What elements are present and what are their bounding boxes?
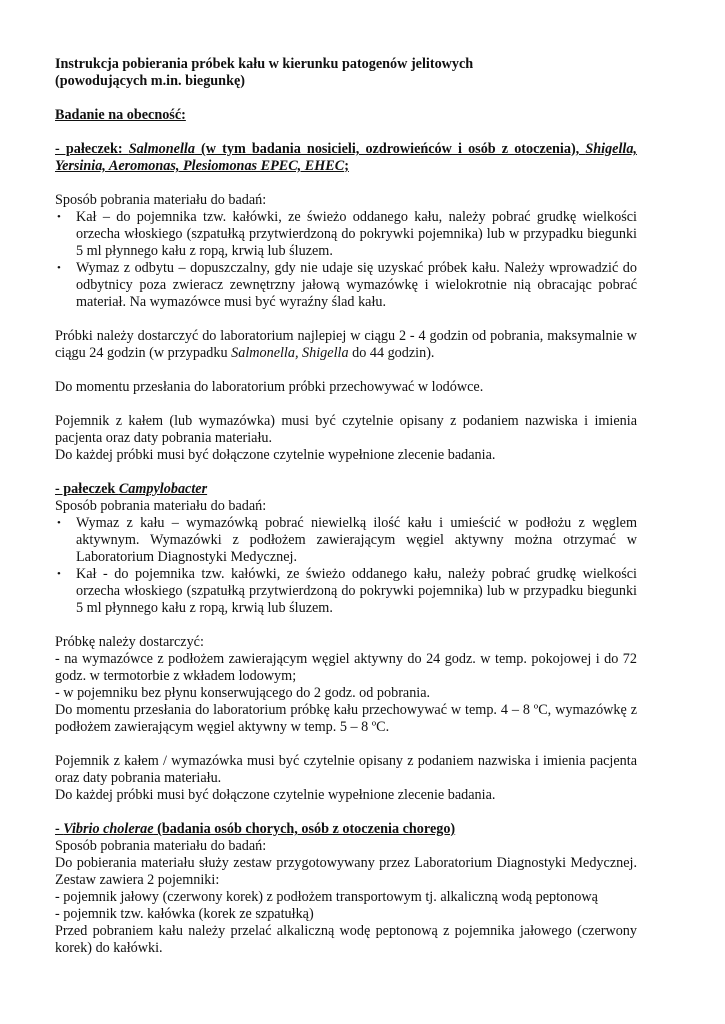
spacer	[55, 175, 637, 192]
section2-storage-text: Do momentu przesłania do laboratorium próbkę kału przechowywać w temp. 4 – 8 ºC, wymazówkę z podłożem zawierającym węgiel aktywny w temp. 5 – 8 ºC.	[55, 702, 637, 735]
bullet-icon: •	[57, 211, 61, 223]
section2-deliver-line-1: - na wymazówce z podłożem zawierającym węgiel aktywny do 24 godz. w temp. pokojowej i do 72 godz. w termotorbie z wkładem lodowym;	[55, 651, 637, 684]
heading-part: (w tym badania nosicieli, ozdrowieńców i osób z otoczenia),	[194, 141, 586, 157]
section-campylobacter-heading	[55, 481, 637, 498]
heading-part: - pałeczek:	[55, 141, 129, 157]
section3-kit-text: Do pobierania materiału służy zestaw przygotowywany przez Laboratorium Diagnostyki Medycznej. Zestaw zawiera 2 pojemniki:	[55, 855, 637, 888]
delivery-part: Próbki należy dostarczyć do laboratorium najlepiej w ciągu 2 - 4 godzin od pobrania, maksymalnie w ciągu 24 godzin (w przypadku	[55, 328, 637, 361]
list-item	[55, 260, 637, 311]
section2-labeling-text: Pojemnik z kałem / wymazówka musi być czytelnie opisany z podaniem nazwiska i imienia pacjenta oraz daty pobrania materiału.	[55, 753, 637, 786]
section1-order-text: Do każdej próbki musi być dołączone czytelnie wypełnione zlecenie badania.	[55, 447, 496, 463]
document-title-line-2: (powodujących m.in. biegunkę)	[55, 73, 245, 89]
list-item-text: Kał – do pojemnika tzw. kałówki, ze świeżo oddanego kału, należy pobrać grudkę wielkości orzecha włoskiego (szpatułką przytwierdzoną do pokrywki pojemnika) lub w przypadku biegunki 5 ml płynnego kału z ropą, krwią lub śluzem.	[76, 209, 637, 259]
section2-order-text: Do każdej próbki musi być dołączone czytelnie wypełnione zlecenie badania.	[55, 787, 496, 803]
heading-part: - pałeczek	[55, 481, 119, 497]
spacer	[55, 617, 637, 634]
bullet-icon: •	[57, 262, 61, 274]
document-page	[55, 56, 637, 957]
list-item	[55, 515, 637, 566]
list-item	[55, 566, 637, 617]
heading-pathogens-list: Shigella, Yersinia, Aeromonas, Plesiomonas EPEC, EHEC	[55, 141, 637, 174]
heading-pathogen-salmonella: Salmonella	[128, 141, 195, 157]
section2-bullet-list	[55, 515, 637, 617]
spacer	[55, 804, 637, 821]
section1-bullet-list	[55, 209, 637, 311]
bullet-icon: •	[57, 517, 61, 529]
section2-deliver-line-2: - w pojemniku bez płynu konserwującego do 2 godz. od pobrania.	[55, 685, 431, 701]
list-item	[55, 209, 637, 260]
spacer	[55, 396, 637, 413]
spacer	[55, 362, 637, 379]
section1-labeling-text: Pojemnik z kałem (lub wymazówka) musi być czytelnie opisany z podaniem nazwiska i imienia pacjenta oraz daty pobrania materiału.	[55, 413, 637, 446]
delivery-pathogens: Salmonella, Shigella	[231, 345, 349, 361]
section1-storage-text: Do momentu przesłania do laboratorium próbki przechowywać w lodówce.	[55, 379, 484, 395]
section3-kit-item-1: - pojemnik jałowy (czerwony korek) z podłożem transportowym tj. alkaliczną wodą peptonową	[55, 889, 598, 905]
bullet-icon: •	[57, 568, 61, 580]
heading-part: (badania osób chorych, osób z otoczenia chorego)	[153, 821, 456, 837]
list-item-text: Wymaz z kału – wymazówką pobrać niewielką ilość kału i umieścić w podłożu z węglem aktywnym. Wymazówki z podłożem zawierającym węgiel aktywny można otrzymać w Laboratorium Diagnostyki Medycznej.	[76, 515, 637, 565]
heading-part: ;	[344, 158, 349, 174]
section-salmonella-heading	[55, 141, 637, 175]
delivery-part: do 44 godzin).	[348, 345, 435, 361]
section3-kit-item-2: - pojemnik tzw. kałówka (korek ze szpatułką)	[55, 906, 314, 922]
section2-deliver-label: Próbkę należy dostarczyć:	[55, 634, 204, 650]
list-item-text: Wymaz z odbytu – dopuszczalny, gdy nie udaje się uzyskać próbek kału. Należy wprowadzić do odbytnicy poza zwieracz zewnętrzny jałową wymazówkę i wielokrotnie nią obracając pobrać materiał. Na wymazówce musi być wyraźny ślad kału.	[76, 260, 637, 310]
heading-part: -	[55, 821, 64, 837]
presence-heading: Badanie na obecność:	[55, 107, 186, 123]
spacer	[55, 90, 637, 107]
heading-pathogen-vibrio: Vibrio cholerae	[63, 821, 154, 837]
spacer	[55, 464, 637, 481]
list-item-text: Kał - do pojemnika tzw. kałówki, ze świeżo oddanego kału, należy pobrać grudkę wielkości orzecha włoskiego (szpatułką przytwierdzoną do pokrywki pojemnika) lub w przypadku biegunki 5 ml płynnego kału z ropą, krwią lub śluzem.	[76, 566, 637, 616]
spacer	[55, 124, 637, 141]
section3-before-text: Przed pobraniem kału należy przelać alkaliczną wodę peptonową z pojemnika jałowego (czerwony korek) do kałówki.	[55, 923, 637, 956]
section-vibrio-heading	[55, 821, 637, 838]
spacer	[55, 311, 637, 328]
section1-method-label: Sposób pobrania materiału do badań:	[55, 192, 267, 208]
spacer	[55, 736, 637, 753]
section2-method-label: Sposób pobrania materiału do badań:	[55, 498, 267, 514]
section3-method-label: Sposób pobrania materiału do badań:	[55, 838, 267, 854]
document-title-line-1: Instrukcja pobierania próbek kału w kierunku patogenów jelitowych	[55, 56, 474, 72]
section1-delivery-text	[55, 328, 637, 362]
heading-pathogen-campylobacter: Campylobacter	[118, 481, 208, 497]
